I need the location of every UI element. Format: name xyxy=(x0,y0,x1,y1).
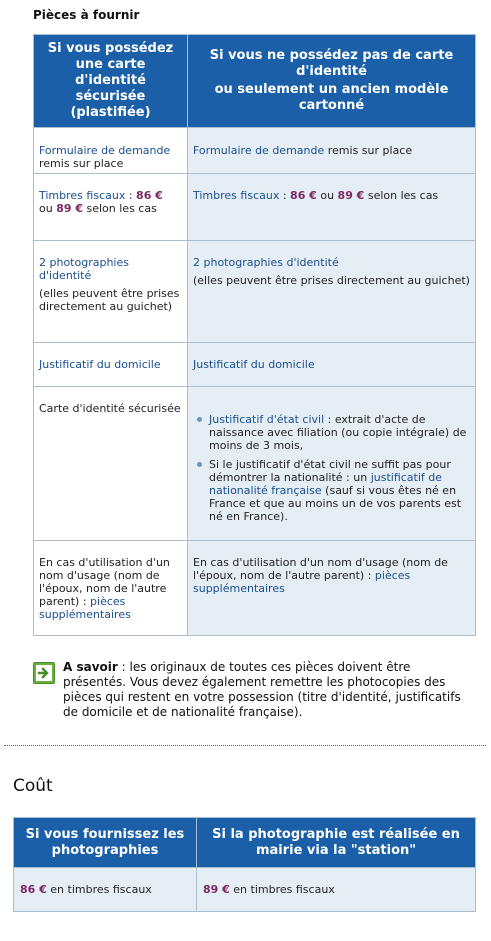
photographies-link[interactable]: 2 photographies xyxy=(193,256,283,269)
cost-table xyxy=(13,817,476,912)
cell-text: En cas d'utilisation d'un nom d'usage (nom de l'époux, nom de l'autre parent) : xyxy=(193,556,448,582)
docs-header-col1: Si vous possédez une carte d'identité sécurisée (plastifiée) xyxy=(34,35,188,128)
justificatif-nationalite-link[interactable]: justificatif de nationalité française xyxy=(209,471,443,497)
documents-table xyxy=(33,34,476,636)
cell-text: en timbres fiscaux xyxy=(229,883,335,896)
photographies-link[interactable]: 2 photographies xyxy=(39,256,129,269)
table-cell xyxy=(34,128,188,174)
cell-note: (elles peuvent être prises directement au guichet) xyxy=(39,287,180,313)
pieces-supplementaires-link[interactable]: pièces supplémentaires xyxy=(39,595,131,621)
price-86: 86 € xyxy=(20,883,47,896)
table-row xyxy=(14,868,476,912)
table-cell xyxy=(188,387,476,541)
table-cell xyxy=(188,541,476,636)
list-item xyxy=(209,413,467,452)
cell-text: : extrait d'acte de naissance avec filiation (ou copie intégrale) de moins de 3 mois, xyxy=(209,413,467,452)
table-cell xyxy=(188,343,476,387)
cell-text: en timbres fiscaux xyxy=(46,883,152,896)
table-row xyxy=(34,174,476,241)
photographies-link-cont[interactable]: d'identité xyxy=(39,269,92,282)
a-savoir-text xyxy=(63,660,475,720)
docs-header-col2-line2: ou seulement un ancien modèle cartonné xyxy=(214,82,449,113)
cout-title: Coût xyxy=(13,776,53,796)
table-cell xyxy=(34,387,188,541)
justificatif-domicile-link[interactable]: Justificatif du domicile xyxy=(193,358,315,371)
price-86: 86 € xyxy=(136,189,163,202)
table-row xyxy=(34,128,476,174)
cell-text: Si le justificatif d'état civil ne suffit pas pour démontrer la nationalité : un xyxy=(209,458,451,484)
formulaire-link[interactable]: Formulaire de demande xyxy=(193,144,325,157)
cell-text: : xyxy=(279,189,291,202)
photographies-link-cont[interactable]: d'identité xyxy=(282,256,339,269)
timbres-fiscaux-link[interactable]: Timbres fiscaux xyxy=(39,189,126,202)
table-cell xyxy=(34,541,188,636)
table-row xyxy=(34,241,476,343)
cost-header-col1: Si vous fournissez les photographies xyxy=(14,818,197,868)
cell-note: (elles peuvent être prises directement au guichet) xyxy=(193,274,470,287)
etat-civil-list xyxy=(193,413,467,523)
table-row xyxy=(34,387,476,541)
table-cell xyxy=(188,174,476,241)
docs-header-col2-line1: Si vous ne possédez pas de carte d'identité xyxy=(209,48,454,79)
a-savoir-note xyxy=(33,660,475,720)
pieces-supplementaires-link[interactable]: pièces supplémentaires xyxy=(193,569,411,595)
list-item xyxy=(209,458,467,523)
table-cell xyxy=(197,868,476,912)
cell-text: remis sur place xyxy=(39,157,124,170)
timbres-fiscaux-link[interactable]: Timbres fiscaux xyxy=(193,189,280,202)
cell-text: (sauf si vous êtes né en France et que au moins un de vos parents est né en France). xyxy=(209,484,462,523)
cell-text: ou xyxy=(316,189,338,202)
cell-text: En cas d'utilisation d'un nom d'usage (nom de l'époux, nom de l'autre parent) : xyxy=(39,556,170,608)
table-cell xyxy=(34,174,188,241)
cell-text: selon les cas xyxy=(83,202,157,215)
section-title-pieces: Pièces à fournir xyxy=(33,8,140,22)
table-cell xyxy=(14,868,197,912)
cell-text: : xyxy=(125,189,137,202)
price-89: 89 € xyxy=(337,189,365,202)
cell-text: selon les cas xyxy=(364,189,439,202)
table-row xyxy=(34,541,476,636)
justificatif-domicile-link[interactable]: Justificatif du domicile xyxy=(39,358,161,371)
table-cell xyxy=(34,241,188,343)
cost-header-col2: Si la photographie est réalisée en mairie via la "station" xyxy=(197,818,476,868)
divider xyxy=(4,745,486,746)
formulaire-link[interactable]: Formulaire de demande xyxy=(39,144,171,157)
table-cell xyxy=(34,343,188,387)
cell-text: Carte d'identité sécurisée xyxy=(39,402,181,415)
price-86: 86 € xyxy=(290,189,317,202)
table-cell xyxy=(188,128,476,174)
cell-text: ou xyxy=(39,202,57,215)
table-cell xyxy=(188,241,476,343)
cell-text: remis sur place xyxy=(324,144,413,157)
green-arrow-icon xyxy=(33,662,55,684)
price-89: 89 € xyxy=(203,883,230,896)
a-savoir-label: A savoir xyxy=(63,660,118,674)
docs-header-col2 xyxy=(188,35,476,128)
justificatif-etat-civil-link[interactable]: Justificatif d'état civil xyxy=(209,413,325,426)
a-savoir-body: : les originaux de toutes ces pièces doivent être présentés. Vous devez également remettre les photocopies des pièces qui restent en votre possession (titre d'identité, justificatifs de domicile et de nationalité française). xyxy=(63,660,461,719)
price-89: 89 € xyxy=(56,202,83,215)
table-row xyxy=(34,343,476,387)
